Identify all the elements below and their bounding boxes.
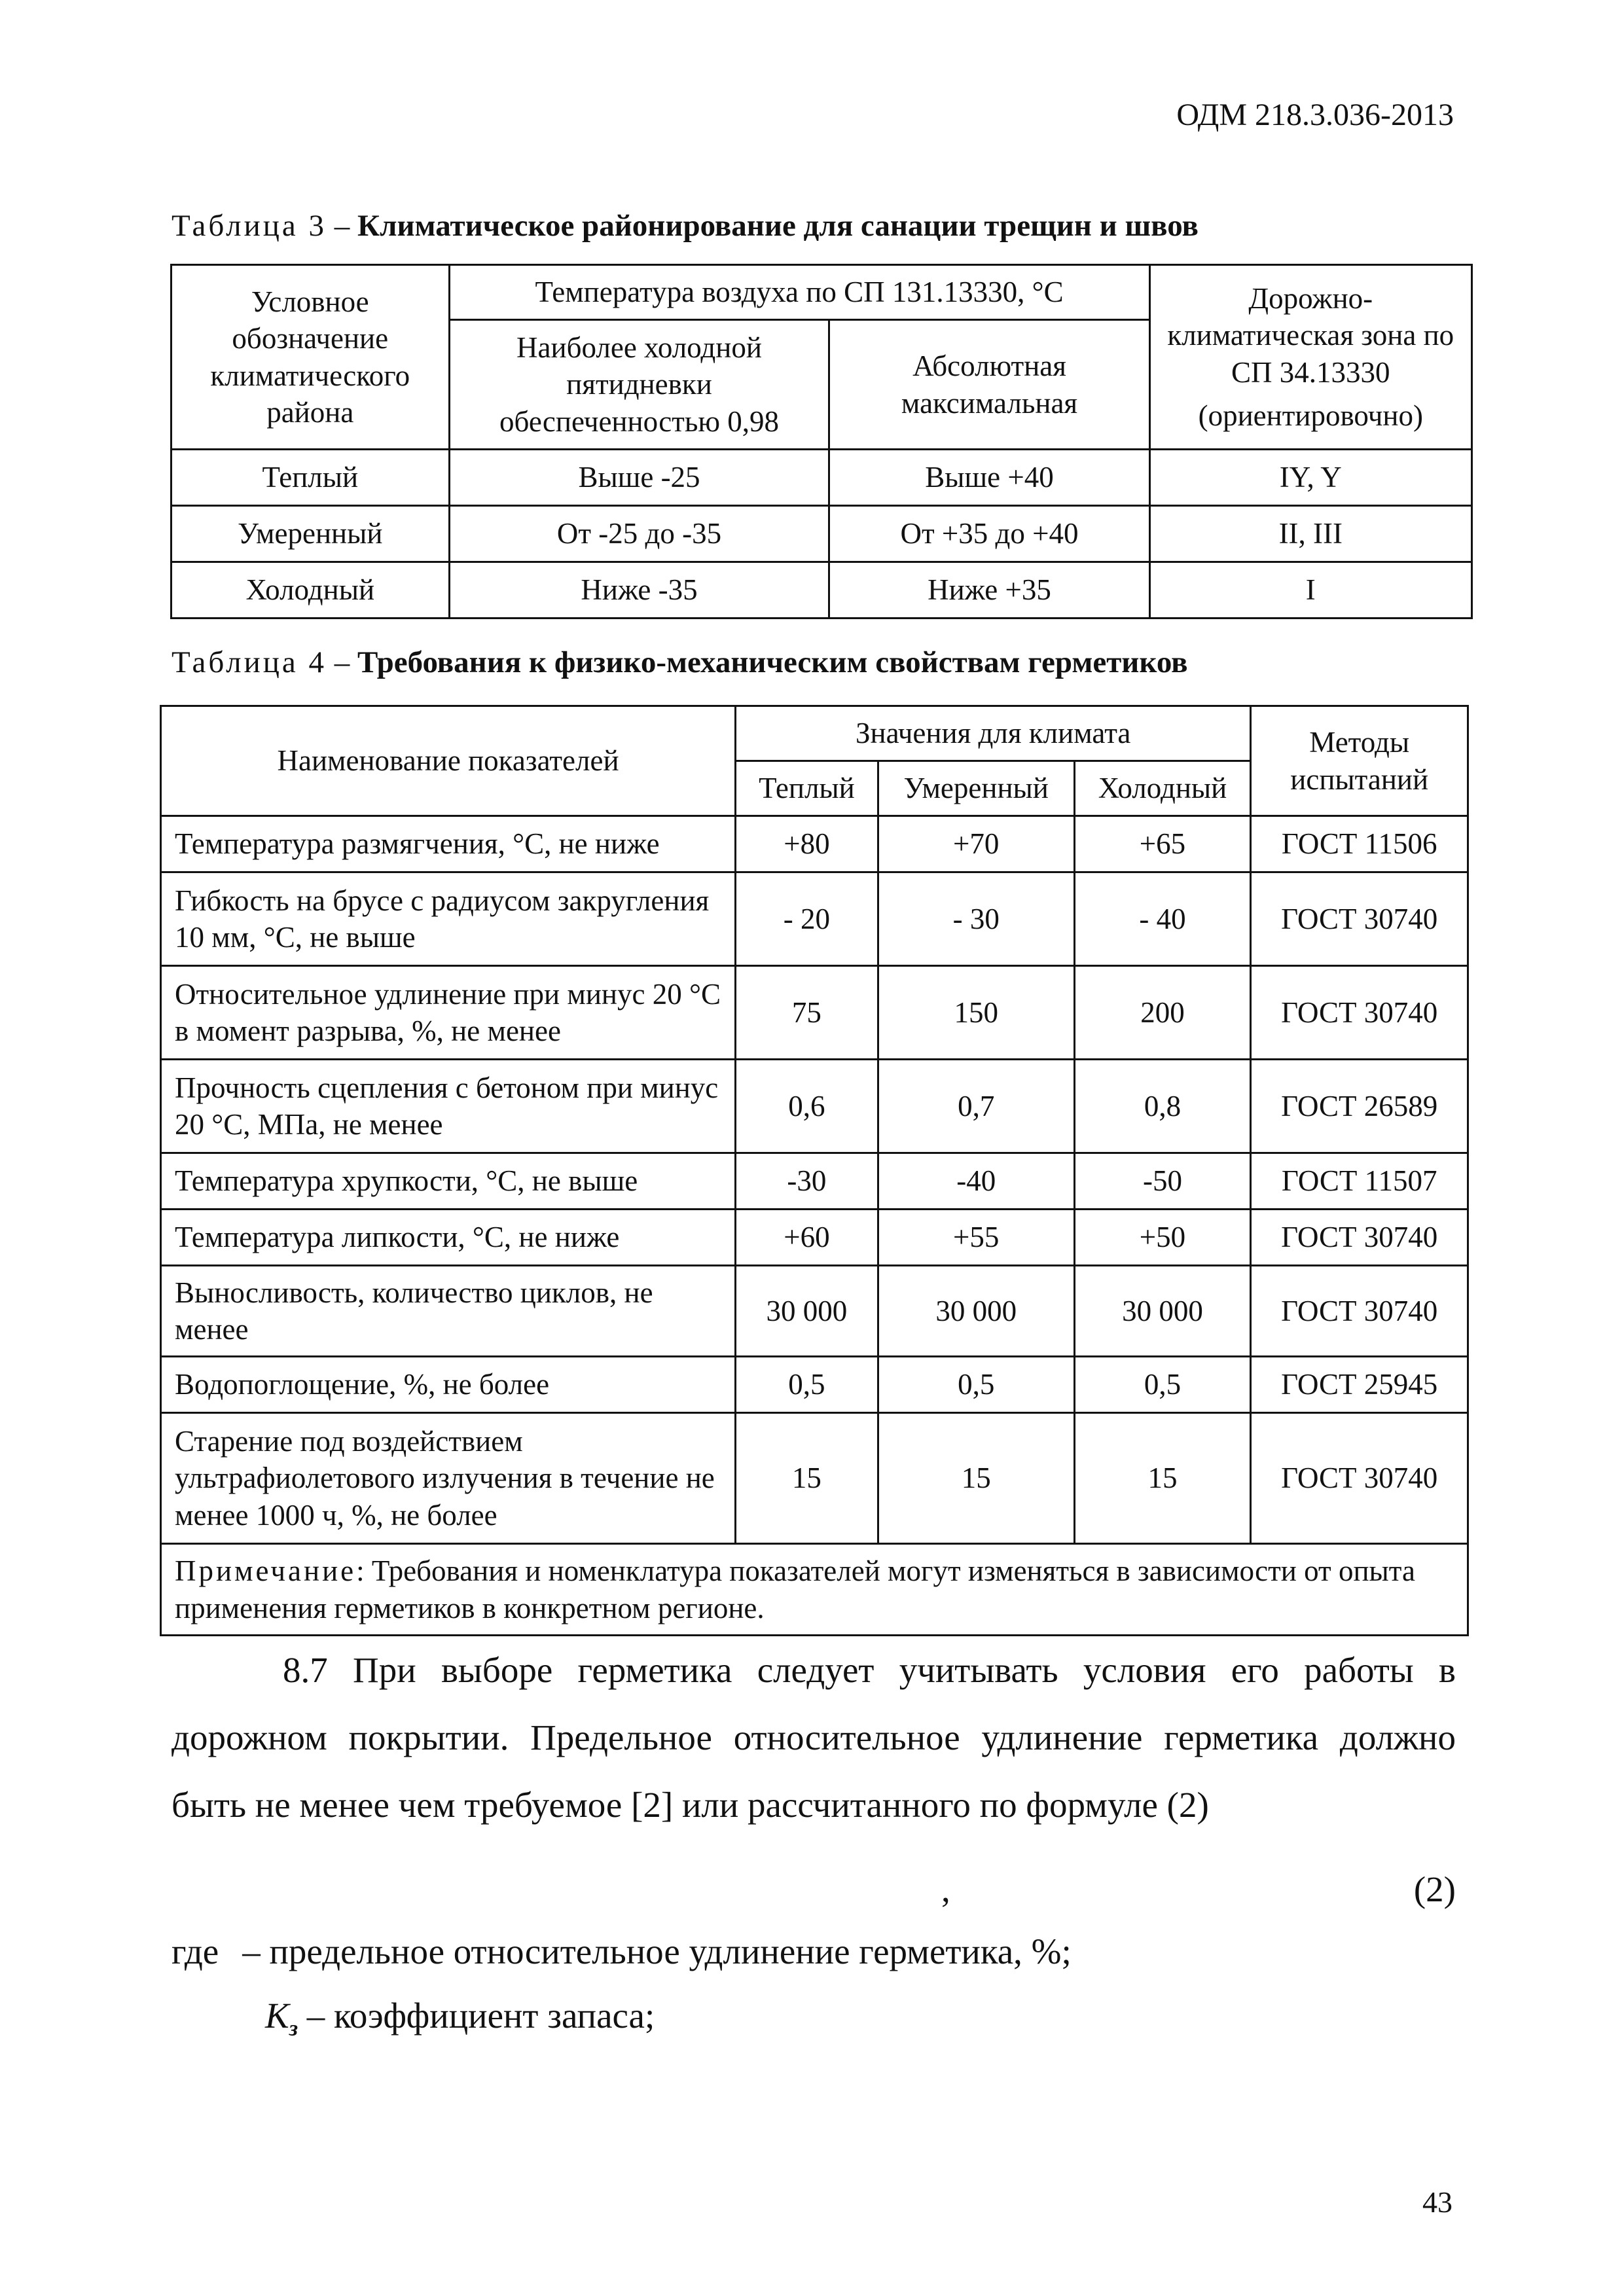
table3-caption-dash: – (327, 209, 358, 243)
table4-note (161, 1544, 1468, 1636)
table-cell: -40 (878, 1153, 1074, 1210)
table3-header-road-zone-note: (ориентировочно) (1198, 399, 1423, 432)
table-cell: От -25 до -35 (449, 506, 829, 562)
table-cell: +55 (878, 1210, 1074, 1266)
table-cell: Прочность сцепления с бетоном при минус 20 °С, МПа, не менее (161, 1060, 736, 1153)
table-cell: ГОСТ 30740 (1251, 1210, 1468, 1266)
table-cell: ГОСТ 30740 (1251, 1413, 1468, 1544)
table-cell: ГОСТ 11506 (1251, 816, 1468, 872)
document-code: ОДМ 218.3.036-2013 (1176, 98, 1454, 132)
table-cell: Теплый (171, 450, 450, 506)
table4-header-climate-values: Значения для климата (736, 706, 1251, 761)
table-cell: От +35 до +40 (829, 506, 1149, 562)
formula-number: (2) (1413, 1869, 1456, 1909)
sealant-properties-table (160, 705, 1469, 1636)
page-number: 43 (1422, 2185, 1453, 2219)
table4-header-indicator: Наименование показателей (161, 706, 736, 816)
kz-subscript: з (289, 2017, 298, 2041)
table-cell: Выше -25 (449, 450, 829, 506)
table-cell: 30 000 (878, 1266, 1074, 1357)
table-cell: ГОСТ 26589 (1251, 1060, 1468, 1153)
table4-note-label: Примечание (175, 1554, 357, 1588)
table4-caption-prefix: Таблица 4 (171, 645, 327, 679)
table3-header-absolute-max: Абсолютная максимальная (829, 320, 1149, 450)
table-row (171, 562, 1472, 619)
table-cell: 0,8 (1074, 1060, 1251, 1153)
table-cell: +50 (1074, 1210, 1251, 1266)
table-row (161, 1266, 1468, 1357)
table-cell: - 40 (1074, 872, 1251, 966)
table-row (161, 816, 1468, 872)
table3-caption-title: Климатическое районирование для санации трещин и швов (357, 209, 1199, 243)
table-cell: - 30 (878, 872, 1074, 966)
table-cell: 200 (1074, 966, 1251, 1060)
where-definition-text: – предельное относительное удлинение герметика, %; (242, 1931, 1072, 1971)
table-note-row (161, 1544, 1468, 1636)
table-cell: I (1149, 562, 1471, 619)
table-cell: II, III (1149, 506, 1471, 562)
table-cell: +70 (878, 816, 1074, 872)
table-row (161, 872, 1468, 966)
table4-caption-title: Требования к физико-механическим свойствам герметиков (357, 645, 1188, 679)
table-cell: +65 (1074, 816, 1251, 872)
table-cell: 150 (878, 966, 1074, 1060)
table4-caption-dash: – (327, 645, 358, 679)
table-cell: Температура размягчения, °С, не ниже (161, 816, 736, 872)
table-cell: Выше +40 (829, 450, 1149, 506)
table-cell: ГОСТ 30740 (1251, 966, 1468, 1060)
table-cell: 30 000 (736, 1266, 878, 1357)
table3-header-region: Условное обозначение климатического района (171, 265, 450, 450)
table-cell: Температура липкости, °С, не ниже (161, 1210, 736, 1266)
climate-zoning-table (170, 264, 1473, 619)
table-cell: IY, Y (1149, 450, 1471, 506)
table-cell: Водопоглощение, %, не более (161, 1357, 736, 1413)
kz-definition (265, 1995, 655, 2041)
table-row (171, 506, 1472, 562)
table-row (161, 1210, 1468, 1266)
table-cell: 0,5 (1074, 1357, 1251, 1413)
table-cell: ГОСТ 11507 (1251, 1153, 1468, 1210)
table-row (171, 450, 1472, 506)
table3-header-road-zone (1149, 265, 1471, 450)
table3-header-air-temp: Температура воздуха по СП 131.13330, °С (449, 265, 1149, 320)
table-cell: Умеренный (171, 506, 450, 562)
table-cell: 15 (736, 1413, 878, 1544)
table-cell: ГОСТ 30740 (1251, 1266, 1468, 1357)
table-cell: +80 (736, 816, 878, 872)
table-cell: 75 (736, 966, 878, 1060)
table-cell: Температура хрупкости, °С, не выше (161, 1153, 736, 1210)
table3-caption (171, 208, 1199, 243)
table3-header-coldest-five-day: Наиболее холодной пятидневки обеспеченностью 0,98 (449, 320, 829, 450)
table-cell: +60 (736, 1210, 878, 1266)
table-row (161, 1413, 1468, 1544)
table3-caption-prefix: Таблица 3 (171, 209, 327, 243)
table-row (161, 1060, 1468, 1153)
table-cell: Относительное удлинение при минус 20 °С в момент разрыва, %, не менее (161, 966, 736, 1060)
table-cell: 0,7 (878, 1060, 1074, 1153)
table4-header-warm: Теплый (736, 761, 878, 816)
table-cell: 15 (878, 1413, 1074, 1544)
table4-header-cold: Холодный (1074, 761, 1251, 816)
table-row (161, 1153, 1468, 1210)
table-cell: ГОСТ 25945 (1251, 1357, 1468, 1413)
table-cell: Ниже +35 (829, 562, 1149, 619)
where-word: где (171, 1931, 219, 1971)
table4-caption (171, 645, 1188, 680)
table-cell: 0,5 (878, 1357, 1074, 1413)
table-cell: 0,5 (736, 1357, 878, 1413)
table-row (161, 1357, 1468, 1413)
table-cell: Гибкость на брусе с радиусом закругления 10 мм, °С, не выше (161, 872, 736, 966)
table-cell: Старение под воздействием ультрафиолетового излучения в течение не менее 1000 ч, %, не более (161, 1413, 736, 1544)
table4-header-moderate: Умеренный (878, 761, 1074, 816)
kz-definition-text: – коэффициент запаса; (297, 1996, 655, 2036)
table4-note-text: : Требования и номенклатура показателей могут изменяться в зависимости от опыта применения герметиков в конкретном регионе. (175, 1554, 1415, 1624)
formula-comma: , (941, 1869, 950, 1909)
table-cell: - 20 (736, 872, 878, 966)
table-cell: 0,6 (736, 1060, 878, 1153)
table-cell: Ниже -35 (449, 562, 829, 619)
table-cell: Выносливость, количество циклов, не менее (161, 1266, 736, 1357)
paragraph-8-7 (171, 1636, 1456, 1839)
table-row (161, 966, 1468, 1060)
kz-symbol: K (265, 1996, 289, 2036)
table3-header-road-zone-main: Дорожно-климатическая зона по СП 34.13330 (1167, 282, 1454, 389)
table-cell: 15 (1074, 1413, 1251, 1544)
table4-header-test-methods: Методы испытаний (1251, 706, 1468, 816)
table-cell: 30 000 (1074, 1266, 1251, 1357)
table-cell: -30 (736, 1153, 878, 1210)
table-cell: -50 (1074, 1153, 1251, 1210)
table-cell: ГОСТ 30740 (1251, 872, 1468, 966)
where-definition (171, 1931, 1072, 1972)
table-cell: Холодный (171, 562, 450, 619)
paragraph-8-7-text: 8.7 При выборе герметика следует учитывать условия его работы в дорожном покрытии. Предельное относительное удлинение герметика должно быть не менее чем требуемое [2] или рассчитанного по формуле (2) (171, 1650, 1456, 1825)
